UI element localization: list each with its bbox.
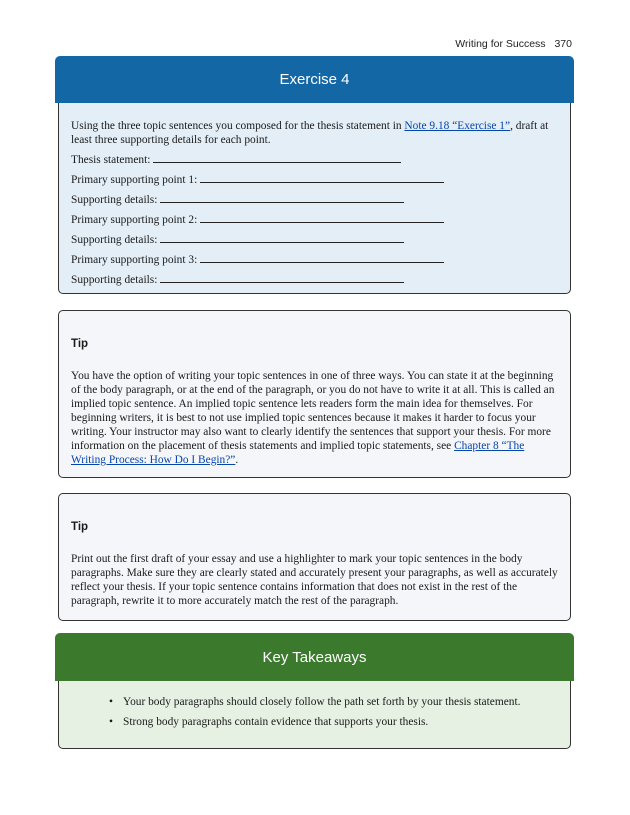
- instructions-text-after: , draft at least three supporting details for each point.: [71, 120, 549, 146]
- tip-title: Tip: [71, 338, 89, 350]
- list-item: [109, 715, 558, 729]
- supporting-details-2-field[interactable]: [71, 232, 558, 247]
- key-takeaways-title: Key Takeaways: [262, 648, 367, 666]
- page-number: 370: [554, 38, 572, 50]
- takeaways-list: [109, 695, 558, 729]
- chapter-8-link[interactable]: Chapter 8 “The Writing Process: How Do I Begin?”: [71, 440, 525, 466]
- running-head-title: Writing for Success: [455, 38, 546, 50]
- answer-blank[interactable]: [160, 192, 404, 203]
- tip-box-2: [58, 493, 571, 621]
- answer-blank[interactable]: [160, 272, 404, 283]
- field-label: Supporting details:: [71, 194, 158, 206]
- exercise-instructions: [71, 119, 558, 147]
- field-label: Supporting details:: [71, 234, 158, 246]
- supporting-details-3-field[interactable]: [71, 272, 558, 287]
- field-label: Primary supporting point 2:: [71, 214, 198, 226]
- list-item: [109, 695, 558, 709]
- answer-blank[interactable]: [200, 212, 444, 223]
- answer-blank[interactable]: [200, 172, 444, 183]
- list-item-text: Your body paragraphs should closely follow the path set forth by your thesis statement.: [123, 696, 521, 708]
- list-item-text: Strong body paragraphs contain evidence that supports your thesis.: [123, 716, 429, 728]
- bullet-icon: •: [109, 716, 113, 728]
- supporting-point-2-field[interactable]: [71, 212, 558, 227]
- field-label: Supporting details:: [71, 274, 158, 286]
- answer-blank[interactable]: [160, 232, 404, 243]
- answer-blank[interactable]: [200, 252, 444, 263]
- tip-title: Tip: [71, 521, 89, 533]
- supporting-point-3-field[interactable]: [71, 252, 558, 267]
- supporting-details-1-field[interactable]: [71, 192, 558, 207]
- exercise-1-link[interactable]: Note 9.18 “Exercise 1”: [404, 120, 511, 132]
- field-label: Primary supporting point 1:: [71, 174, 198, 186]
- tip-box-1: [58, 310, 571, 478]
- exercise-box: [58, 56, 571, 294]
- tip-text: Print out the first draft of your essay and use a highlighter to mark your topic sentences in the body paragraphs. Make sure they are clearly stated and accurately present your paragraphs, as well as accurately reflect your thesis. If your topic sentence contains information that does not exist in the rest of the paragraph, rewrite it to more accurately match the rest of the paragraph.: [71, 553, 558, 607]
- exercise-title: Exercise 4: [279, 71, 350, 88]
- running-head: [455, 38, 572, 50]
- thesis-statement-field[interactable]: [71, 152, 558, 167]
- tip-body-end: .: [235, 454, 239, 466]
- supporting-point-1-field[interactable]: [71, 172, 558, 187]
- exercise-body: [58, 103, 571, 294]
- bullet-icon: •: [109, 696, 113, 708]
- exercise-header: [55, 56, 574, 103]
- answer-blank[interactable]: [153, 152, 401, 163]
- key-takeaways-header: [55, 633, 574, 681]
- instructions-text-before: Using the three topic sentences you composed for the thesis statement in: [71, 120, 405, 132]
- key-takeaways-box: [58, 633, 571, 749]
- tip-body: You have the option of writing your topic sentences in one of three ways. You can state it at the beginning of the body paragraph, or at the end of the paragraph, or you do not have to write it at all. This is called an implied topic sentence. An implied topic sentence lets readers form the main idea for themselves. For beginning writers, it is best to not use implied topic sentences because it makes it harder to focus your writing. Your instructor may also want to clearly identify the sentences that support your thesis. For more information on the placement of thesis statements and implied topic statements, see: [71, 370, 555, 452]
- key-takeaways-body: [58, 681, 571, 749]
- field-label: Thesis statement:: [71, 154, 151, 166]
- field-label: Primary supporting point 3:: [71, 254, 198, 266]
- tip-text: [71, 369, 558, 467]
